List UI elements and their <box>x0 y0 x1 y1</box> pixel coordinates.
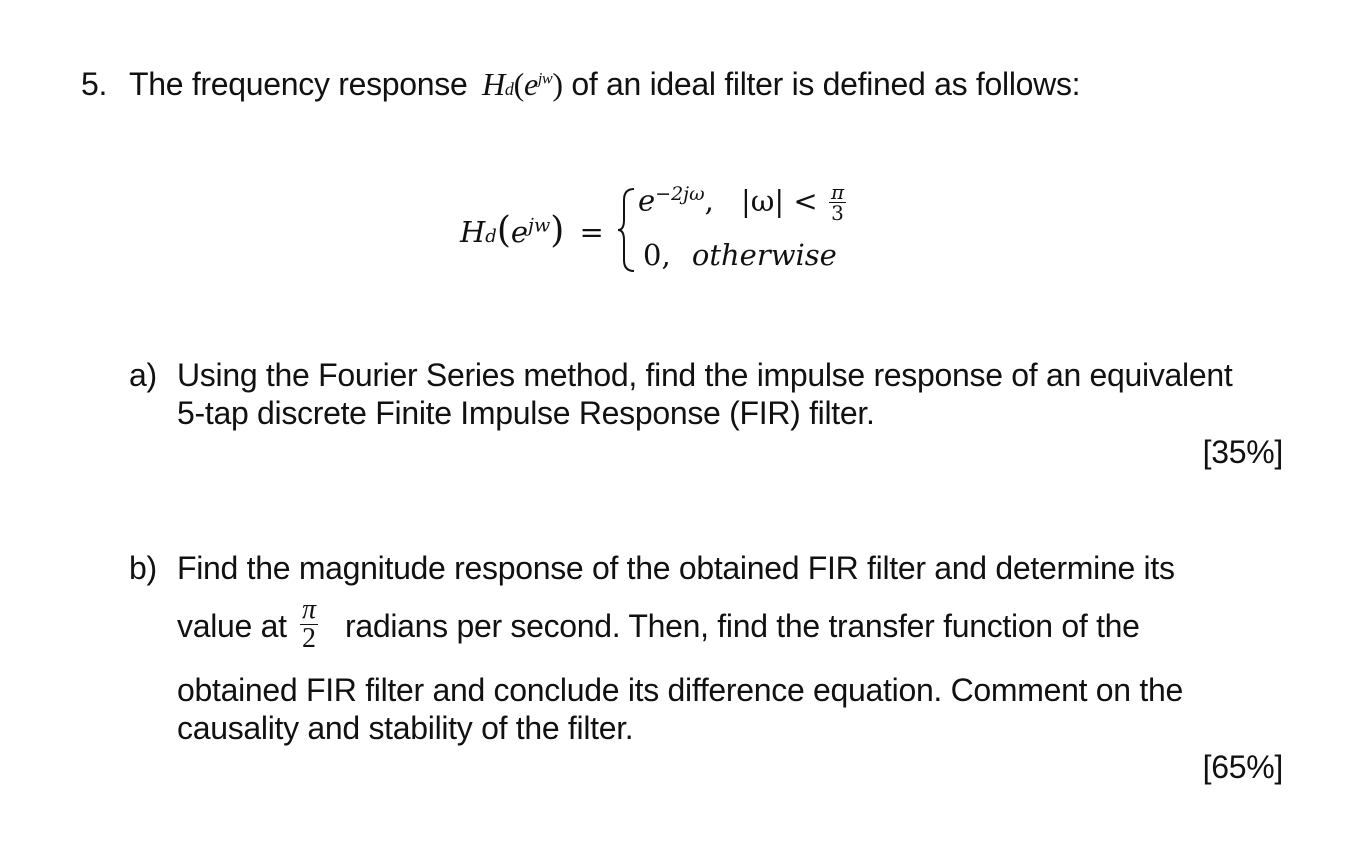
part-b-line1: Find the magnitude response of the obtained FIR filter and determine its <box>177 550 1175 586</box>
case1-fraction: $\frac{\pi}{3}$ <box>830 180 845 225</box>
question-intro-pre: The frequency response <box>129 66 468 102</box>
equation-lhs: $Hd(e^{jw})$ = <box>460 210 604 251</box>
part-b-line3: obtained FIR filter and conclude its difference equation. Comment on the <box>177 672 1183 708</box>
part-a-line1: Using the Fourier Series method, find the impulse response of an equivalent <box>177 357 1233 393</box>
inline-frequency-response-symbol: $Hd(e^{jw})$ <box>482 66 563 102</box>
part-b-line2-post: radians per second. Then, find the transfer function of the <box>345 608 1140 644</box>
piecewise-brace <box>616 186 638 274</box>
question-intro <box>129 66 1080 103</box>
part-b-fraction: $\frac{\pi}{2}$ <box>302 594 317 654</box>
part-a-marks: [35%] <box>1202 434 1283 470</box>
part-a-label: a) <box>129 357 157 393</box>
part-b-line4: causality and stability of the filter. <box>177 710 634 746</box>
part-b-label: b) <box>129 550 157 586</box>
part-b-line2-pre: value at <box>177 608 287 644</box>
question-intro-post: of an ideal filter is defined as follows: <box>571 66 1081 102</box>
question-number: 5. <box>81 66 108 102</box>
part-b-marks: [65%] <box>1202 749 1283 785</box>
case1: $e^{-2j\omega}$, |ω| < $\frac{\pi}{3}$ <box>638 180 845 225</box>
case2: 0, otherwise <box>643 238 837 272</box>
part-a-line2: 5-tap discrete Finite Impulse Response (FIR) filter. <box>177 395 875 431</box>
